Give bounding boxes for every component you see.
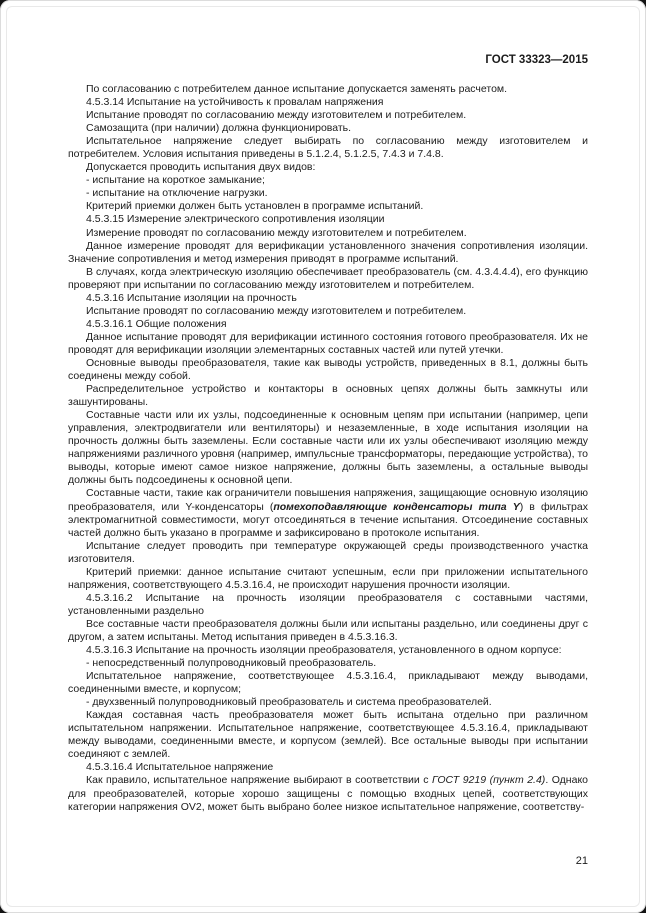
text-run: В случаях, когда электрическую изоляцию обеспечивает преобразователь (см. 4.3.4.4.4), его функцию проверяют при испытании по согласованию между изготовителем и потребителем. [68,265,588,291]
paragraph [68,305,588,318]
text-run: ) в фильтрах электромагнитной совместимости, могут отсоединяться в течение испытания. Отсоединение составных частей должно быть указано в программе и зафиксировано в протоколе испытания. [68,500,588,539]
text-run: Испытание проводят по согласованию между изготовителем и потребителем. [86,109,467,122]
paragraph [68,331,588,357]
paragraph [68,240,588,266]
paragraph [68,383,588,409]
text-run: - двухзвенный полупроводниковый преобразователь и система преобразователей. [86,696,492,709]
paragraph [68,109,588,122]
paragraph [68,487,588,539]
paragraph [68,187,588,200]
paragraph [68,657,588,670]
document-header [68,54,588,66]
text-run: Измерение проводят по согласованию между изготовителем и потребителем. [86,226,467,239]
paragraph [68,761,588,774]
paragraph [68,266,588,292]
text-run: ГОСТ 9219 (пункт 2.4) [432,774,546,787]
text-run: Данное измерение проводят для верификации установленного значения сопротивления изоляции. Значение сопротивления и метод измерения приводят в программе испытаний. [68,239,588,265]
text-run: Основные выводы преобразователя, такие как выводы устройств, приведенных в 8.1, должны быть соединены между собой. [68,356,588,383]
text-run: Испытательное напряжение, соответствующее 4.5.3.16.4, прикладывают между выводами, соединенными вместе, и корпусом; [68,670,588,696]
paragraph [68,213,588,226]
page-number: 21 [575,855,588,867]
text-run: Распределительное устройство и контакторы в основных цепях должны быть замкнуты или зашунтированы. [68,383,588,409]
paragraph [68,122,588,135]
document-body [68,83,588,814]
paragraph [68,618,588,644]
text-run: Данное испытание проводят для верификации истинного состояния готового преобразователя. Их не проводят для верификации изоляции элементарных составных частей или путей утечки. [68,330,588,356]
paragraph [68,409,588,487]
text-run: - испытание на короткое замыкание; [86,174,265,187]
text-run: Как правило, испытательное напряжение выбирают в соответствии с [86,774,433,787]
text-run: . Однако для преобразователей, которые хорошо защищены с помощью входных цепей, соответствующих категории напряжения OV2, может быть выбрано более низкое испытательное напряжение, соответству- [68,774,588,813]
paragraph [68,644,588,657]
paragraph [68,540,588,566]
text-run: 4.5.3.15 Измерение электрического сопротивления изоляции [86,213,385,226]
text-run: Составные части, такие как ограничители повышения напряжения, защищающие основную изоляцию преобразователя, или Y-конденсаторы ( [68,487,588,513]
paragraph [68,174,588,187]
paragraph [68,83,588,96]
paragraph [68,357,588,383]
paragraph [68,592,588,618]
paragraph [68,161,588,174]
text-run: Самозащита (при наличии) должна функционировать. [86,122,352,135]
text-run: 4.5.3.16.3 Испытание на прочность изоляции преобразователя, установленного в одном корпусе: [86,644,562,657]
paragraph [68,135,588,161]
paragraph [68,96,588,109]
text-run: Испытание проводят по согласованию между изготовителем и потребителем. [86,304,467,317]
text-run: Каждая составная часть преобразователя может быть испытана отдельно при различном испытательном напряжении. Испытательное напряжение, соответствующее 4.5.3.16.4, прикладывают между выводами, соединенными вместе, и корпусом (землей). Все остальные выводы при испытании соединяют с землей. [68,709,588,761]
paragraph [68,774,588,813]
text-run: Составные части или их узлы, подсоединенные к основным цепям при испытании (например, цепи управления, электродвигатели или вентиляторы) и незаземленные, в ходе испытания изоляции на прочность должны быть заземлены. Если составные части или их узлы обеспечивают изоляцию между напряжениями различного уровня (например, импульсные трансформаторы, передающие устройства), то выводы, которые имеют самое низкое напряжение, должны быть заземлены, а остальные выводы должны быть подсоединены к основной цепи. [68,409,588,487]
text-run: - непосредственный полупроводниковый преобразователь. [86,657,377,670]
paragraph [68,200,588,213]
paragraph [68,227,588,240]
text-run: Испытательное напряжение следует выбирать по согласованию между изготовителем и потребителем. Условия испытания приведены в 5.1.2.4, 5.1.2.5, 7.4.3 и 7.4.8. [68,135,588,161]
text-run: 4.5.3.16.4 Испытательное напряжение [86,761,274,774]
text-run: 4.5.3.16.2 Испытание на прочность изоляции преобразователя с составными частями, установленными раздельно [68,591,588,617]
text-run: 4.5.3.16 Испытание изоляции на прочность [86,291,297,304]
paragraph [68,709,588,761]
paragraph [68,292,588,305]
paragraph [68,670,588,696]
paragraph [68,696,588,709]
doc-number: ГОСТ 33323—2015 [485,54,588,66]
text-run: Все составные части преобразователя должны были или испытаны раздельно, или соединены друг с другом, а затем испытаны. Метод испытания приведен в 4.5.3.16.3. [68,617,588,643]
text-run: Критерий приемки: данное испытание считают успешным, если при приложении испытательного напряжения, соответствующего 4.5.3.16.4, не происходит нарушения прочности изоляции. [68,565,588,591]
text-run: 4.5.3.14 Испытание на устойчивость к провалам напряжения [86,96,384,109]
text-run: По согласованию с потребителем данное испытание допускается заменять расчетом. [86,83,508,95]
text-run: 4.5.3.16.1 Общие положения [86,317,227,330]
text-run: - испытание на отключение нагрузки. [86,187,268,200]
text-run: Испытание следует проводить при температуре окружающей среды производственного участка изготовителя. [68,539,588,565]
text-run: Допускается проводить испытания двух видов: [86,161,316,174]
document-footer [68,855,588,867]
paragraph [68,566,588,592]
text-run: Критерий приемки должен быть установлен в программе испытаний. [86,200,424,213]
paragraph [68,318,588,331]
text-run: помехоподавляющие конденсаторы типа Y [273,500,520,513]
